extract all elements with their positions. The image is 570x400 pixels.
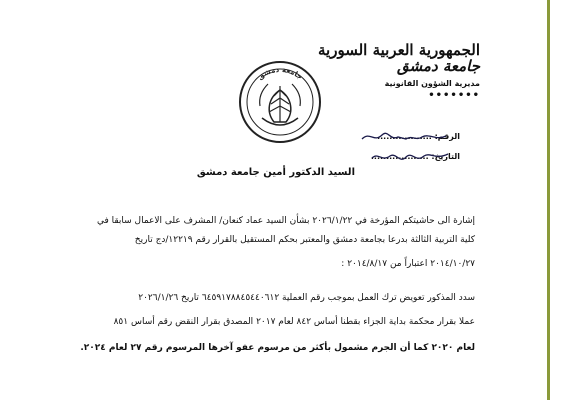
body-line: سدد المذكور تعويض ترك العمل بموجب رقم العملية ٦٤٥٩١٧٨٨٤٥٤٤٠٦١٢ تاريخ ٢٠٢٦/١/٢٦ [138, 293, 475, 303]
handwritten-reference [360, 127, 450, 145]
reference-number-label: الرقم [437, 132, 460, 141]
university-name: جامعة دمشق [397, 57, 480, 75]
directorate-name: مديرية الشؤون القانونية [384, 79, 480, 88]
body-line: ٢٠١٤/١٠/٢٧ اعتباراً من ٢٠١٤/٨/١٧ : [341, 259, 475, 269]
letterhead-dots: ••••••• [428, 90, 480, 101]
reference-date-row: التاريخ: ................... [370, 152, 460, 161]
body-line: إشارة الى حاشيتكم المؤرخة في ٢٠٢٦/١/٢٢ بشأن السيد عماد كنعان/ المشرف على الاعمال سابقا في [96, 216, 475, 226]
university-seal [238, 60, 322, 144]
reference-number-dots: .................. [377, 132, 432, 141]
letterhead [318, 42, 480, 101]
body-line: كلية التربية الثالثة بدرعا بجامعة دمشق والمعتبر بحكم المستقيل بالقرار رقم ١٢٢١٩/دج تاريخ [134, 235, 475, 245]
seal-text: جامعة دمشق [256, 65, 304, 82]
page-edge-line [547, 0, 550, 400]
reference-number-row: الرقم: .................. [377, 132, 460, 141]
body-line: لعام ٢٠٢٠ كما أن الجرم مشمول بأكثر من مرسوم عفو آخرها المرسوم رقم ٢٧ لعام ٢٠٢٤. [80, 343, 475, 353]
addressee: السيد الدكتور أمين جامعة دمشق [196, 167, 355, 178]
country-name: الجمهورية العربية السورية [318, 41, 480, 59]
reference-date-dots: ................... [370, 152, 429, 161]
body-line: عملا بقرار محكمة بداية الجزاء بقطنا أساس ٨٤٢ لعام ٢٠١٧ المصدق بقرار النقض رقم أساس ٨٥١ [113, 317, 475, 327]
handwritten-date [370, 148, 450, 166]
reference-date-label: التاريخ [434, 152, 460, 161]
